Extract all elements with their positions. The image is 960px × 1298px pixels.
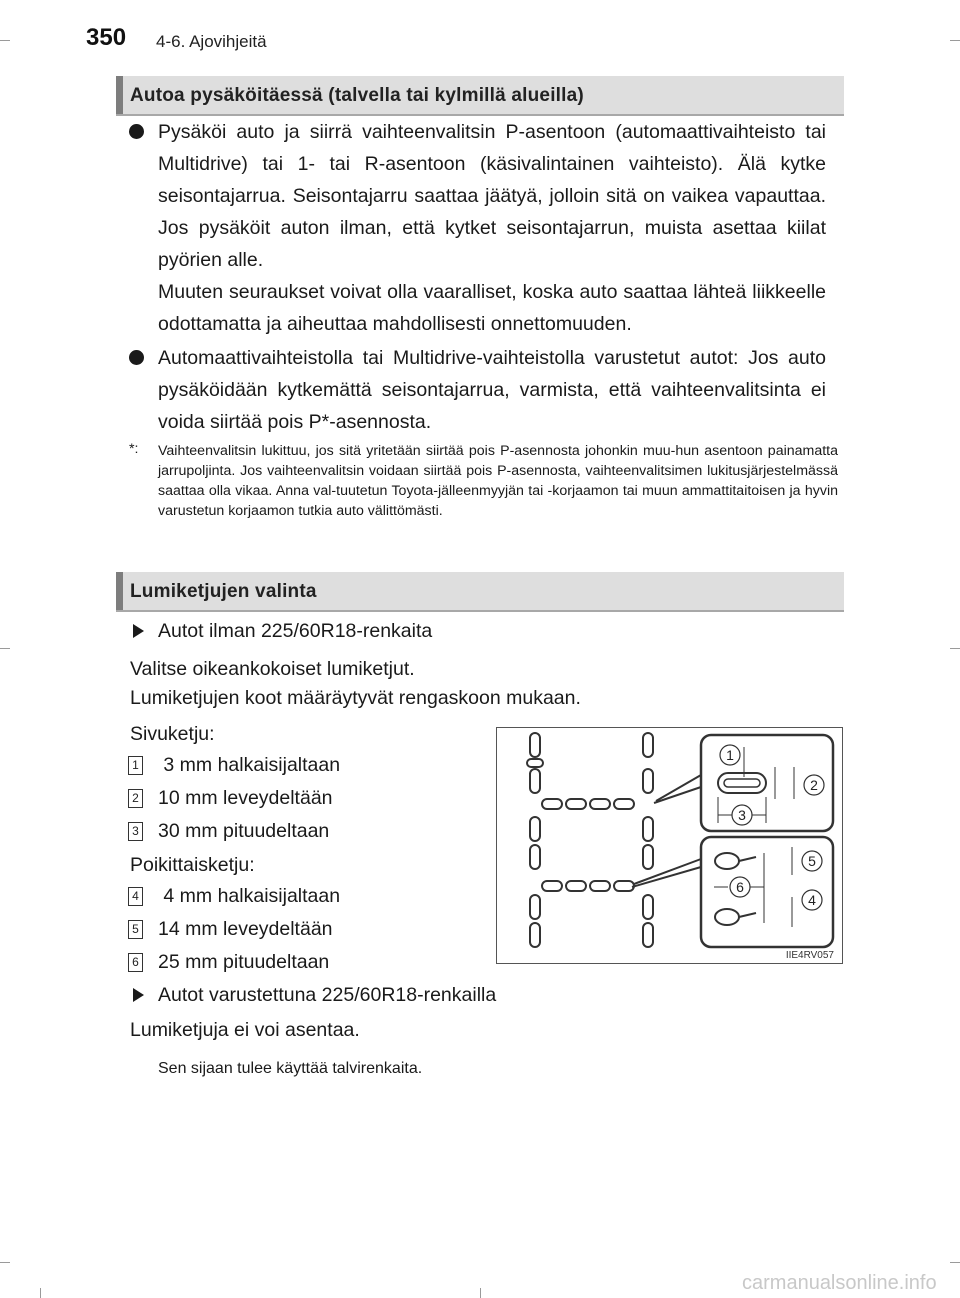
callout-4: 4	[808, 892, 816, 908]
bullet-paragraph	[158, 342, 826, 438]
bullet-icon	[129, 350, 144, 365]
section-title: Lumiketjujen valinta	[130, 581, 317, 602]
callout-5: 5	[808, 853, 816, 869]
callout-number: 5	[128, 920, 143, 939]
arrow-right-icon	[133, 624, 144, 638]
crop-mark	[0, 1262, 10, 1263]
snow-chain-diagram	[496, 727, 843, 964]
crop-mark	[40, 1288, 41, 1298]
crop-mark	[950, 1262, 960, 1263]
body-text: Lumiketjuja ei voi asentaa.	[130, 1019, 360, 1041]
subheading: Autot varustettuna 225/60R18-renkailla	[158, 984, 497, 1006]
callout-number: 2	[128, 789, 143, 808]
paragraph-text: Pysäköi auto ja siirrä vaihteenvalitsin P-asentoon (automaattivaihteisto tai Multidrive) tai 1- tai R-asentoon (käsivalintainen vaihteisto). Älä kytke seisontajarrua. Seisontajarru saattaa jäätyä, jolloin sitä on vaikea vapauttaa. Jos pysäköit auton ilman, että kytket seisontajarrun, muista asettaa kiilat pyörien alle.	[158, 121, 826, 271]
spec-text: 3 mm halkaisijaltaan	[158, 754, 341, 776]
section-header-bar	[116, 76, 123, 114]
bullet-icon	[129, 124, 144, 139]
subheading: Autot ilman 225/60R18-renkaita	[158, 620, 433, 642]
arrow-right-icon	[133, 988, 144, 1002]
callout-number: 6	[128, 953, 143, 972]
intro-text: Valitse oikeankokoiset lumiketjut.	[130, 658, 415, 680]
intro-text: Lumiketjujen koot määräytyvät rengaskoon mukaan.	[130, 687, 581, 709]
spec-text: 30 mm pituudeltaan	[158, 820, 330, 842]
snow-chain-figure	[496, 727, 843, 964]
section-title: Autoa pysäköitäessä (talvella tai kylmillä alueilla)	[130, 85, 584, 106]
crop-mark	[950, 40, 960, 41]
spec-text: 10 mm leveydeltään	[158, 787, 333, 809]
side-chain-label: Sivuketju:	[130, 723, 215, 745]
spec-text: 25 mm pituudeltaan	[158, 951, 330, 973]
section-header-bar	[116, 572, 123, 610]
paragraph-text: Muuten seuraukset voivat olla vaaralliset, koska auto saattaa lähteä liikkeelle odottamatta ja aiheuttaa mahdollisesti onnettomuuden.	[158, 281, 826, 335]
crop-mark	[480, 1288, 481, 1298]
bullet-paragraph	[158, 116, 826, 340]
section-header-snow-chains	[116, 572, 844, 612]
paragraph-text: Automaattivaihteistolla tai Multidrive-vaihteistolla varustetut autot: Jos auto pysäköidään kytkemättä seisontajarrua, varmista, että vaihteenvalitsinta ei voida siirtää pois P*-asennosta.	[158, 347, 826, 433]
callout-3: 3	[738, 807, 746, 823]
cross-chain-label: Poikittaisketju:	[130, 854, 255, 876]
chapter-title: 4-6. Ajovihjeitä	[156, 32, 267, 51]
callout-number: 3	[128, 822, 143, 841]
callout-6: 6	[736, 879, 744, 895]
page-number: 350	[86, 24, 127, 51]
watermark: carmanualsonline.info	[742, 1272, 937, 1294]
figure-code: IIE4RV057	[785, 950, 834, 961]
note-text: Sen sijaan tulee käyttää talvirenkaita.	[158, 1060, 423, 1077]
spec-text: 4 mm halkaisijaltaan	[158, 885, 341, 907]
callout-2: 2	[810, 777, 818, 793]
callout-1: 1	[726, 747, 734, 763]
footnote-marker: *:	[129, 441, 139, 457]
spec-text: 14 mm leveydeltään	[158, 918, 333, 940]
section-header-parking	[116, 76, 844, 116]
crop-mark	[0, 40, 10, 41]
callout-number: 1	[128, 756, 143, 775]
footnote-text: Vaihteenvalitsin lukittuu, jos sitä yritetään siirtää pois P-asennosta johonkin muu-hun asentoon painamatta jarrupoljinta. Jos vaihteenvalitsin voidaan siirtää pois P-asennosta, vaihteenvalitsimen lukitusjärjestelmässä saattaa olla vikaa. Anna val-tuutetun Toyota-jälleenmyyjän tai -korjaamon tai muun ammattitaitoisen ja hyvin varustetun korjaamon tutkia auto välittömästi.	[158, 443, 838, 519]
callout-number: 4	[128, 887, 143, 906]
crop-mark	[950, 648, 960, 649]
crop-mark	[0, 648, 10, 649]
